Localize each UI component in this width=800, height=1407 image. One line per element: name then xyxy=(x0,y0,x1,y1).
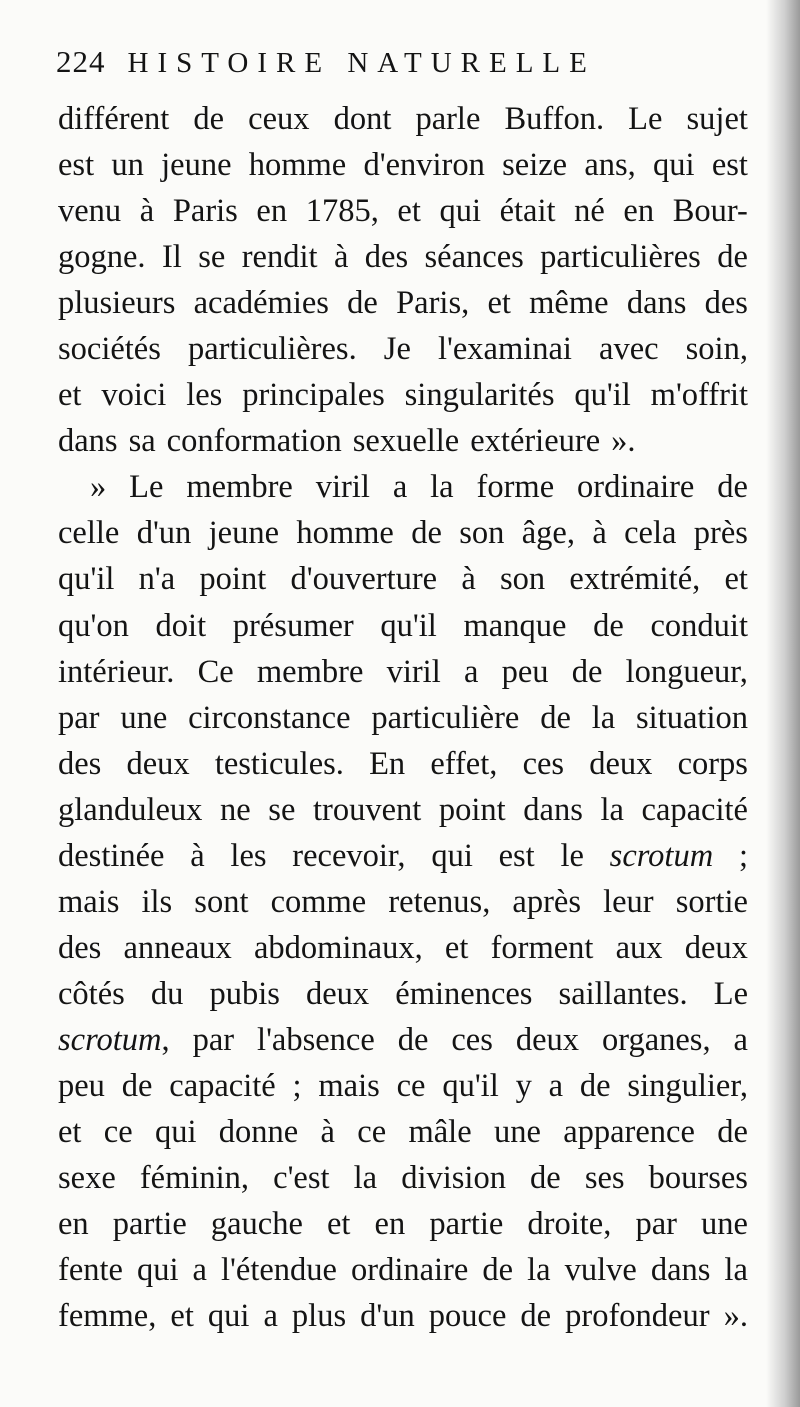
word: ce xyxy=(357,1114,387,1151)
word: son xyxy=(459,515,505,552)
word: ordinaire xyxy=(351,1252,469,1289)
word: manque xyxy=(463,607,567,644)
word: sexuelle xyxy=(352,423,460,460)
word: particulières xyxy=(540,239,701,276)
word: les xyxy=(186,377,223,414)
word: sortie xyxy=(675,883,748,920)
word: ce xyxy=(396,1067,426,1104)
word: avec xyxy=(599,331,659,368)
word: conduit xyxy=(650,607,748,644)
word: viril xyxy=(386,653,441,690)
word: point xyxy=(199,561,267,598)
word: qu'on xyxy=(58,607,129,644)
word: membre xyxy=(186,469,293,506)
word: a xyxy=(548,1067,564,1104)
word: de xyxy=(530,1160,561,1197)
word: jeune xyxy=(161,147,232,184)
word: Paris xyxy=(172,193,238,230)
word: partie xyxy=(112,1206,187,1243)
word: sa xyxy=(128,423,156,460)
word: qu'il xyxy=(58,561,115,598)
text-line xyxy=(58,1017,748,1063)
text-line xyxy=(58,1201,748,1247)
word: ». xyxy=(611,423,636,460)
word: la xyxy=(724,1252,748,1289)
word: retenus, xyxy=(388,883,491,920)
word: de xyxy=(482,1252,514,1289)
word: Buffon. xyxy=(504,101,605,137)
word: le xyxy=(560,837,584,874)
word: éminences xyxy=(395,975,533,1012)
word: qu'il xyxy=(380,607,437,644)
word: par xyxy=(635,1206,677,1243)
word: sociétés xyxy=(58,331,161,368)
page-number: 224 xyxy=(56,44,106,79)
word: gogne. xyxy=(58,239,146,276)
word: seize xyxy=(502,147,568,184)
word: capacité xyxy=(169,1067,276,1104)
word: par xyxy=(192,1021,235,1058)
word: de xyxy=(717,239,748,276)
word: de xyxy=(411,515,442,552)
word: voici xyxy=(101,377,167,414)
word: et xyxy=(170,1298,194,1335)
word: Paris, xyxy=(396,285,470,322)
word: et xyxy=(397,193,421,230)
word: la xyxy=(430,469,454,506)
word: En xyxy=(369,745,406,782)
word: qui xyxy=(431,837,473,874)
word: extrémité, xyxy=(569,561,701,598)
word: des xyxy=(58,745,102,782)
word: deux xyxy=(589,745,653,782)
text-line xyxy=(58,188,748,234)
word: différent xyxy=(58,101,170,137)
word: ces xyxy=(451,1021,493,1058)
word: après xyxy=(512,883,581,920)
word: particulière xyxy=(371,699,520,736)
word: homme xyxy=(248,147,347,184)
word: qui xyxy=(439,193,481,230)
word: dans xyxy=(650,1252,711,1289)
word: anneaux xyxy=(123,929,232,966)
word: corps xyxy=(677,745,748,782)
word: dans xyxy=(626,285,687,322)
word: Le xyxy=(713,975,748,1012)
word: est xyxy=(58,147,95,184)
word: des xyxy=(704,285,748,322)
text-line xyxy=(58,925,748,971)
text-line xyxy=(58,556,748,602)
word: sujet xyxy=(686,101,748,137)
word: de xyxy=(717,469,748,506)
word: apparence xyxy=(563,1114,695,1151)
word: de xyxy=(397,1021,429,1058)
word: de xyxy=(717,1114,748,1151)
word: séances xyxy=(424,239,524,276)
word: la xyxy=(600,791,624,828)
word: l'absence xyxy=(257,1021,375,1058)
word: féminin, xyxy=(139,1160,250,1197)
word: viril xyxy=(315,469,370,506)
word: aux xyxy=(615,929,663,966)
word: circonstance xyxy=(188,699,351,736)
text-line xyxy=(58,879,748,925)
word: à xyxy=(139,193,155,230)
text-line xyxy=(58,418,748,464)
word: et xyxy=(58,1114,82,1151)
word: à xyxy=(461,561,476,598)
word: l'étendue xyxy=(221,1252,337,1289)
word: un xyxy=(111,147,144,184)
word: à xyxy=(190,837,205,874)
word: conformation xyxy=(166,423,342,460)
word: division xyxy=(401,1160,506,1197)
word: qu'il xyxy=(442,1067,499,1104)
word: présumer xyxy=(232,607,354,644)
word: ; xyxy=(738,837,748,874)
word: se xyxy=(268,791,296,828)
word: plus xyxy=(291,1298,347,1335)
word: peu xyxy=(501,653,549,690)
word: une xyxy=(493,1114,541,1151)
word: une xyxy=(701,1206,748,1243)
word: scrotum, xyxy=(58,1021,170,1058)
word: point xyxy=(438,791,506,828)
word: d'environ xyxy=(363,147,485,184)
word: des xyxy=(58,929,102,966)
word: abdominaux, xyxy=(253,929,423,966)
word: ne xyxy=(220,791,251,828)
text-line xyxy=(58,695,748,741)
word: doit xyxy=(155,607,207,644)
word: mâle xyxy=(408,1114,472,1151)
word: et xyxy=(444,929,469,966)
word: pouce xyxy=(428,1298,507,1335)
word: qui xyxy=(154,1114,197,1151)
word: pubis xyxy=(209,975,280,1012)
page-edge-shadow xyxy=(766,0,800,1407)
text-line xyxy=(58,971,748,1017)
word: en xyxy=(256,193,288,230)
word: situation xyxy=(636,699,748,736)
text-line xyxy=(58,280,748,326)
word: ils xyxy=(141,883,173,920)
text-line xyxy=(58,1247,748,1293)
word: ; xyxy=(292,1067,302,1104)
word: parle xyxy=(415,101,481,137)
word: fente xyxy=(58,1252,123,1289)
word: et xyxy=(487,285,511,322)
word: en xyxy=(58,1206,89,1243)
word: sont xyxy=(194,883,249,920)
word: glanduleux xyxy=(58,791,203,828)
word: de xyxy=(571,653,603,690)
word: capacité xyxy=(641,791,748,828)
word: dans xyxy=(58,423,118,460)
word: d'ouverture xyxy=(290,561,438,598)
word: était xyxy=(499,193,556,230)
word: ses xyxy=(584,1160,625,1197)
word: a xyxy=(392,469,408,506)
text-line xyxy=(58,833,748,879)
text-line xyxy=(58,234,748,280)
word: venu xyxy=(58,193,122,230)
word: qui xyxy=(653,147,695,184)
word: d'un xyxy=(136,515,192,552)
word: » xyxy=(90,469,107,506)
word: des xyxy=(364,239,409,276)
word: de xyxy=(520,1298,552,1335)
text-line xyxy=(58,649,748,695)
word: près xyxy=(693,515,748,552)
word: peu xyxy=(58,1067,105,1104)
word: singularités xyxy=(404,377,555,414)
word: donne xyxy=(218,1114,299,1151)
word: de xyxy=(121,1067,153,1104)
word: dans xyxy=(523,791,583,828)
word: bourses xyxy=(648,1160,748,1197)
page-header xyxy=(56,44,756,84)
word: recevoir, xyxy=(292,837,406,874)
word: académies xyxy=(193,285,329,322)
word: Le xyxy=(628,101,663,137)
word: même xyxy=(529,285,609,322)
text-line xyxy=(58,372,748,418)
word: son xyxy=(500,561,546,598)
word: saillantes. xyxy=(558,975,688,1012)
text-line xyxy=(58,1109,748,1155)
word: et xyxy=(326,1206,351,1243)
word: ceux xyxy=(248,101,310,137)
word: dont xyxy=(333,101,392,137)
text-line xyxy=(58,464,748,510)
word: soin, xyxy=(685,331,748,368)
word: ces xyxy=(522,745,565,782)
text-line xyxy=(58,142,748,188)
running-title: HISTOIRE NATURELLE xyxy=(127,47,596,79)
word: jeune xyxy=(208,515,280,552)
word: de xyxy=(347,285,378,322)
word: trouvent xyxy=(312,791,422,828)
word: a xyxy=(463,653,479,690)
word: Il xyxy=(161,239,182,276)
word: homme xyxy=(296,515,394,552)
word: mais xyxy=(58,883,120,920)
word: partie xyxy=(429,1206,504,1243)
word: à xyxy=(592,515,607,552)
word: né xyxy=(574,193,605,230)
word: la xyxy=(591,699,616,736)
word: de xyxy=(579,1067,611,1104)
word: du xyxy=(150,975,184,1012)
word: qu'il xyxy=(574,377,631,414)
word: organes, xyxy=(601,1021,711,1058)
word: de xyxy=(193,101,225,137)
word: une xyxy=(120,699,168,736)
word: intérieur. xyxy=(58,653,175,690)
word: gauche xyxy=(210,1206,303,1243)
text-line xyxy=(58,1155,748,1201)
word: deux xyxy=(515,1021,580,1058)
word: extérieure xyxy=(470,423,601,460)
word: m'offrit xyxy=(650,377,748,414)
text-line xyxy=(58,326,748,372)
word: a xyxy=(733,1021,748,1058)
word: longueur, xyxy=(625,653,748,690)
word: en xyxy=(374,1206,406,1243)
word: se xyxy=(198,239,226,276)
word: par xyxy=(58,699,100,736)
word: d'un xyxy=(360,1298,415,1335)
word: a xyxy=(192,1252,207,1289)
word: deux xyxy=(306,975,370,1012)
word: plusieurs xyxy=(58,285,176,322)
word: à xyxy=(320,1114,335,1151)
word: forment xyxy=(490,929,594,966)
word: la xyxy=(527,1252,551,1289)
word: deux xyxy=(126,745,190,782)
word: leur xyxy=(603,883,654,920)
word: mais xyxy=(318,1067,380,1104)
word: à xyxy=(333,239,349,276)
word: membre xyxy=(256,653,364,690)
text-line xyxy=(58,1293,748,1339)
word: l'examinai xyxy=(437,331,572,368)
word: scrotum xyxy=(609,837,714,874)
word: a xyxy=(263,1298,278,1335)
word: ordinaire xyxy=(577,469,695,506)
word: en xyxy=(623,193,655,230)
text-line xyxy=(58,96,748,142)
word: est xyxy=(498,837,535,874)
word: c'est xyxy=(273,1160,330,1197)
word: effet, xyxy=(430,745,498,782)
text-line xyxy=(58,1063,748,1109)
word: ans, xyxy=(584,147,636,184)
word: sexe xyxy=(58,1160,116,1197)
word: Bour- xyxy=(672,193,748,230)
word: et xyxy=(58,377,82,414)
word: comme xyxy=(270,883,367,920)
text-line xyxy=(58,603,748,649)
text-line xyxy=(58,510,748,556)
body-text xyxy=(58,96,748,1339)
word: vulve xyxy=(564,1252,637,1289)
text-line xyxy=(58,787,748,833)
word: testicules. xyxy=(214,745,344,782)
word: ce xyxy=(103,1114,133,1151)
word: la xyxy=(353,1160,378,1197)
word: est xyxy=(711,147,748,184)
word: Le xyxy=(129,469,164,506)
word: cela xyxy=(624,515,677,552)
word: principales xyxy=(242,377,385,414)
word: celle xyxy=(58,515,120,552)
word: forme xyxy=(476,469,555,506)
word: âge, xyxy=(521,515,575,552)
word: côtés xyxy=(58,975,125,1012)
word: deux xyxy=(684,929,748,966)
word: singulier, xyxy=(627,1067,748,1104)
word: femme, xyxy=(58,1298,157,1335)
word: et xyxy=(724,561,748,598)
text-line xyxy=(58,741,748,787)
word: de xyxy=(540,699,571,736)
word: qui xyxy=(136,1252,179,1289)
word: 1785, xyxy=(305,193,379,230)
word: n'a xyxy=(138,561,176,598)
word: droite, xyxy=(527,1206,612,1243)
word: y xyxy=(515,1067,532,1104)
word: particulières. xyxy=(187,331,357,368)
word: qui xyxy=(207,1298,250,1335)
word: les xyxy=(230,837,267,874)
word: Je xyxy=(383,331,411,368)
word: profondeur xyxy=(565,1298,710,1335)
word: ». xyxy=(723,1298,748,1335)
word: Ce xyxy=(197,653,234,690)
word: rendit xyxy=(241,239,318,276)
word: destinée xyxy=(58,837,165,874)
word: de xyxy=(593,607,624,644)
